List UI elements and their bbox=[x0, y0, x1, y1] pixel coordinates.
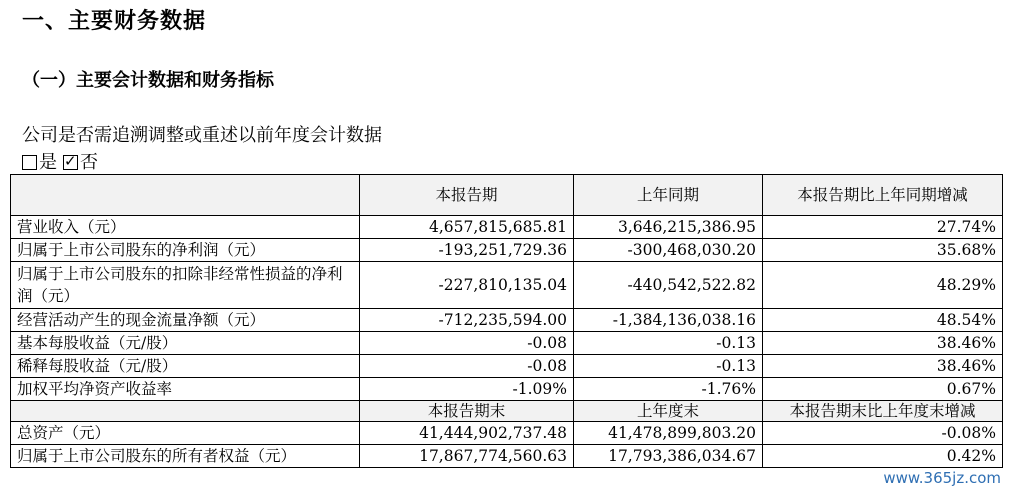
current-value: 17,867,774,560.63 bbox=[360, 445, 574, 468]
row-label: 营业收入（元） bbox=[11, 216, 360, 239]
table-header-row bbox=[11, 175, 1003, 216]
row-label: 稀释每股收益（元/股） bbox=[11, 355, 360, 378]
current-value: -712,235,594.00 bbox=[360, 309, 574, 332]
row-label: 总资产（元） bbox=[11, 422, 360, 445]
header-period-end: 本报告期末 bbox=[360, 401, 574, 422]
restatement-question: 公司是否需追溯调整或重述以前年度会计数据 bbox=[22, 125, 382, 146]
checkbox-no-checked-icon bbox=[63, 155, 78, 170]
current-value: -0.08 bbox=[360, 355, 574, 378]
prior-value: -0.13 bbox=[574, 355, 763, 378]
header-prior-period: 上年同期 bbox=[574, 175, 763, 216]
table-row bbox=[11, 378, 1003, 401]
prior-value: 17,793,386,034.67 bbox=[574, 445, 763, 468]
header-period-change: 本报告期比上年同期增减 bbox=[763, 175, 1003, 216]
checkbox-yes-icon bbox=[22, 155, 37, 170]
financial-data-table bbox=[10, 174, 1003, 468]
option-yes-label: 是 bbox=[39, 152, 57, 173]
row-label: 归属于上市公司股东的扣除非经常性损益的净利润（元） bbox=[11, 262, 360, 309]
change-value: 48.54% bbox=[763, 309, 1003, 332]
section-title: 一、主要财务数据 bbox=[22, 9, 207, 34]
table-row bbox=[11, 445, 1003, 468]
current-value: 4,657,815,685.81 bbox=[360, 216, 574, 239]
current-value: 41,444,902,737.48 bbox=[360, 422, 574, 445]
table-row bbox=[11, 332, 1003, 355]
watermark: www.365jz.com bbox=[880, 469, 1004, 487]
current-value: -1.09% bbox=[360, 378, 574, 401]
change-value: 35.68% bbox=[763, 239, 1003, 262]
table-subheader-row bbox=[11, 401, 1003, 422]
table-row bbox=[11, 239, 1003, 262]
row-label: 归属于上市公司股东的净利润（元） bbox=[11, 239, 360, 262]
table-row bbox=[11, 422, 1003, 445]
prior-value: 3,646,215,386.95 bbox=[574, 216, 763, 239]
change-value: -0.08% bbox=[763, 422, 1003, 445]
prior-value: -300,468,030.20 bbox=[574, 239, 763, 262]
row-label: 加权平均净资产收益率 bbox=[11, 378, 360, 401]
row-label: 基本每股收益（元/股） bbox=[11, 332, 360, 355]
restatement-options bbox=[22, 148, 98, 174]
table-row bbox=[11, 262, 1003, 309]
change-value: 27.74% bbox=[763, 216, 1003, 239]
option-no-label: 否 bbox=[80, 152, 98, 173]
table-row bbox=[11, 309, 1003, 332]
row-label: 经营活动产生的现金流量净额（元） bbox=[11, 309, 360, 332]
header-current-period: 本报告期 bbox=[360, 175, 574, 216]
row-label: 归属于上市公司股东的所有者权益（元） bbox=[11, 445, 360, 468]
prior-value: -1.76% bbox=[574, 378, 763, 401]
prior-value: 41,478,899,803.20 bbox=[574, 422, 763, 445]
change-value: 48.29% bbox=[763, 262, 1003, 309]
prior-value: -440,542,522.82 bbox=[574, 262, 763, 309]
current-value: -227,810,135.04 bbox=[360, 262, 574, 309]
prior-value: -1,384,136,038.16 bbox=[574, 309, 763, 332]
change-value: 38.46% bbox=[763, 332, 1003, 355]
subsection-title: （一）主要会计数据和财务指标 bbox=[22, 70, 274, 91]
prior-value: -0.13 bbox=[574, 332, 763, 355]
current-value: -0.08 bbox=[360, 332, 574, 355]
table-row bbox=[11, 216, 1003, 239]
header-period-end-change: 本报告期末比上年度末增减 bbox=[763, 401, 1003, 422]
change-value: 0.42% bbox=[763, 445, 1003, 468]
header-prior-year-end: 上年度末 bbox=[574, 401, 763, 422]
subheader-cell-blank bbox=[11, 401, 360, 422]
change-value: 0.67% bbox=[763, 378, 1003, 401]
header-cell-blank bbox=[11, 175, 360, 216]
current-value: -193,251,729.36 bbox=[360, 239, 574, 262]
table-row bbox=[11, 355, 1003, 378]
change-value: 38.46% bbox=[763, 355, 1003, 378]
